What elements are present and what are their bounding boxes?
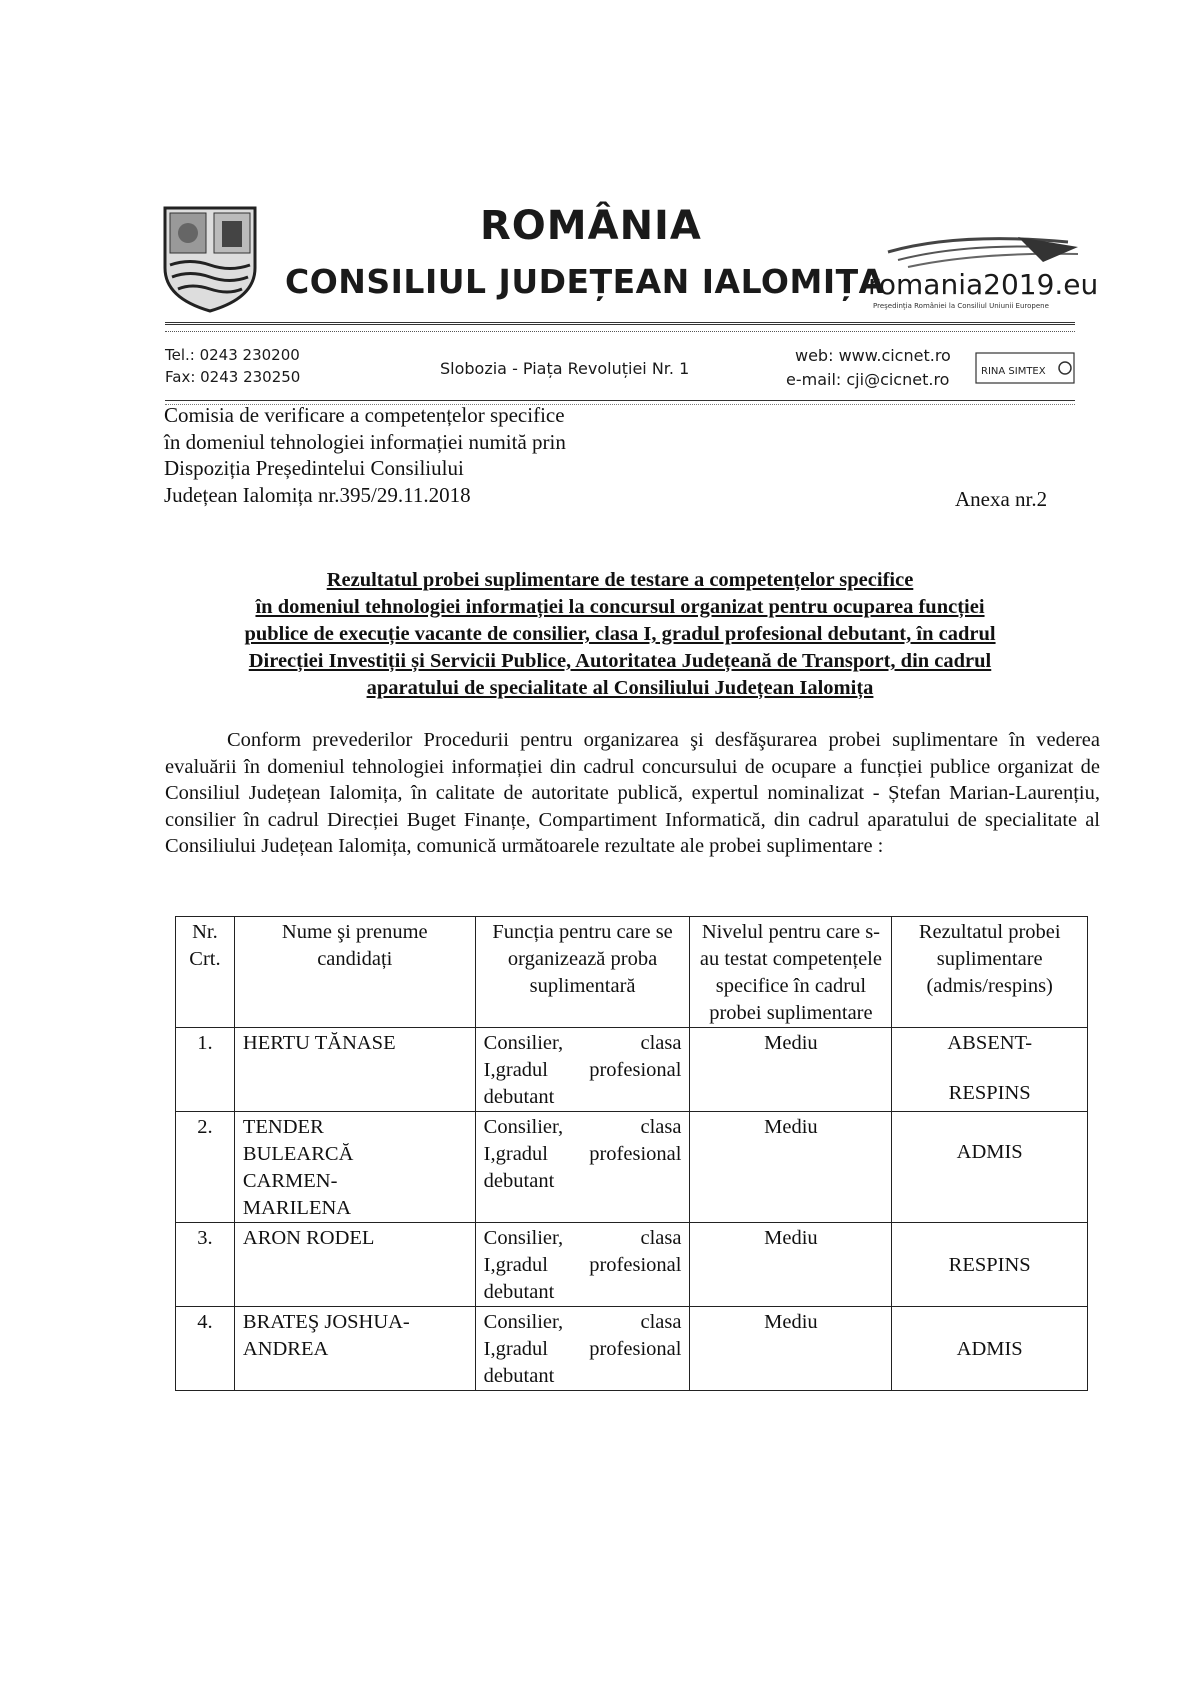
header-tel: Tel.: 0243 230200: [165, 346, 300, 364]
romania2019-logo-text: romania2019.eu: [868, 268, 1099, 301]
heading-line: Rezultatul probei suplimentare de testare a competențelor specifice: [326, 569, 914, 591]
result-bottom: ADMIS: [956, 1338, 1023, 1360]
table-header-row: [176, 917, 1088, 1028]
header-country: ROMÂNIA: [480, 203, 702, 249]
header-email: e-mail: cji@cicnet.ro: [786, 370, 950, 389]
header-function: Funcția pentru care se organizează proba suplimentară: [475, 917, 690, 1028]
result-bottom: RESPINS: [948, 1254, 1031, 1276]
commission-line: Comisia de verificare a competențelor specifice: [164, 403, 565, 427]
header-council: CONSILIUL JUDEȚEAN IALOMIȚA: [285, 262, 885, 301]
cell-result: [892, 1307, 1088, 1391]
function-word: debutant: [483, 1170, 555, 1192]
function-word: profesional: [589, 1338, 682, 1360]
cell-result: [892, 1112, 1088, 1223]
function-word: I,gradul: [483, 1338, 548, 1360]
table-row: [176, 1223, 1088, 1307]
cell-level: Mediu: [690, 1223, 892, 1307]
commission-line: în domeniul tehnologiei informației numită prin: [164, 429, 566, 454]
romania2019-logo-subtitle: Preşedinţia României la Consiliul Uniunii Europene: [873, 302, 1049, 310]
cell-name: TENDER BULEARCĂ CARMEN-MARILENA: [234, 1112, 475, 1223]
function-word: clasa: [640, 1116, 682, 1138]
annex-label: Anexa nr.2: [955, 487, 1048, 511]
header-result: Rezultatul probei suplimentare (admis/respins): [892, 917, 1088, 1028]
cell-level: Mediu: [690, 1307, 892, 1391]
function-word: I,gradul: [483, 1059, 548, 1081]
table-row: [176, 1307, 1088, 1391]
header-nr: Nr. Crt.: [176, 917, 235, 1028]
function-word: profesional: [589, 1254, 682, 1276]
cell-name: BRATEŞ JOSHUA-ANDREA: [234, 1307, 475, 1391]
commission-block: [164, 402, 684, 508]
coat-of-arms-icon: [160, 203, 260, 313]
certification-logo-text: RINA SIMTEX: [981, 366, 1046, 377]
function-word: Consilier,: [483, 1032, 564, 1054]
certification-logo-icon: [975, 345, 1075, 395]
function-word: debutant: [483, 1281, 555, 1303]
cell-result: [892, 1223, 1088, 1307]
table-row: [176, 1028, 1088, 1112]
heading-line: în domeniul tehnologiei informației la concursul organizat pentru ocuparea funcției: [255, 596, 985, 618]
function-word: debutant: [483, 1365, 555, 1387]
commission-line: Dispoziția Președintelui Consiliului: [164, 456, 464, 480]
result-bottom: ADMIS: [956, 1141, 1023, 1163]
table-row: [176, 1112, 1088, 1223]
cell-function: [475, 1028, 690, 1112]
function-word: debutant: [483, 1086, 555, 1108]
results-table: [175, 916, 1088, 1391]
cell-nr: 3.: [176, 1223, 235, 1307]
function-word: I,gradul: [483, 1143, 548, 1165]
cell-level: Mediu: [690, 1028, 892, 1112]
function-word: I,gradul: [483, 1254, 548, 1276]
function-word: profesional: [589, 1143, 682, 1165]
result-bottom: RESPINS: [948, 1082, 1031, 1104]
function-word: clasa: [640, 1311, 682, 1333]
header-address: Slobozia - Piața Revoluției Nr. 1: [440, 359, 690, 378]
function-word: Consilier,: [483, 1311, 564, 1333]
cell-nr: 4.: [176, 1307, 235, 1391]
heading-line: aparatului de specialitate al Consiliului Județean Ialomița: [366, 677, 874, 699]
header-level: Nivelul pentru care s-au testat competențele specifice în cadrul probei suplimentare: [690, 917, 892, 1028]
cell-level: Mediu: [690, 1112, 892, 1223]
cell-result: [892, 1028, 1088, 1112]
commission-line: Județean Ialomița nr.395/29.11.2018: [164, 482, 471, 507]
cell-nr: 1.: [176, 1028, 235, 1112]
cell-nr: 2.: [176, 1112, 235, 1223]
function-word: clasa: [640, 1227, 682, 1249]
cell-function: [475, 1307, 690, 1391]
document-heading: [165, 567, 1075, 702]
function-word: Consilier,: [483, 1227, 564, 1249]
function-word: clasa: [640, 1032, 682, 1054]
function-word: Consilier,: [483, 1116, 564, 1138]
header-web: web: www.cicnet.ro: [795, 346, 951, 365]
body-paragraph: Conform prevederilor Procedurii pentru organizarea şi desfăşurarea probei suplimentare în vederea evaluării în domeniul tehnologiei informației din cadrul concursului de ocupare a funcției publice organizat de Consiliul Județean Ialomița, în calitate de autoritate publică, expertul nominalizat - Ștefan Marian-Laurențiu, consilier în cadrul Direcției Buget Finanțe, Compartiment Informatică, din cadrul aparatului de specialitate al Consiliului Județean Ialomița, comunică următoarele rezultate ale probei suplimentare :: [165, 729, 1100, 857]
header-name: Nume şi prenume candidați: [234, 917, 475, 1028]
header-divider-top: [165, 322, 1075, 332]
heading-line: Direcției Investiții și Servicii Publice, Autoritatea Județeană de Transport, din cadrul: [248, 650, 992, 672]
cell-function: [475, 1112, 690, 1223]
heading-line: publice de execuție vacante de consilier, clasa I, gradul profesional debutant, în cadrul: [244, 623, 996, 645]
cell-name: ARON RODEL: [234, 1223, 475, 1307]
result-top: ABSENT-: [947, 1032, 1033, 1054]
cell-function: [475, 1223, 690, 1307]
cell-name: HERTU TĂNASE: [234, 1028, 475, 1112]
header-fax: Fax: 0243 230250: [165, 368, 301, 386]
function-word: profesional: [589, 1059, 682, 1081]
